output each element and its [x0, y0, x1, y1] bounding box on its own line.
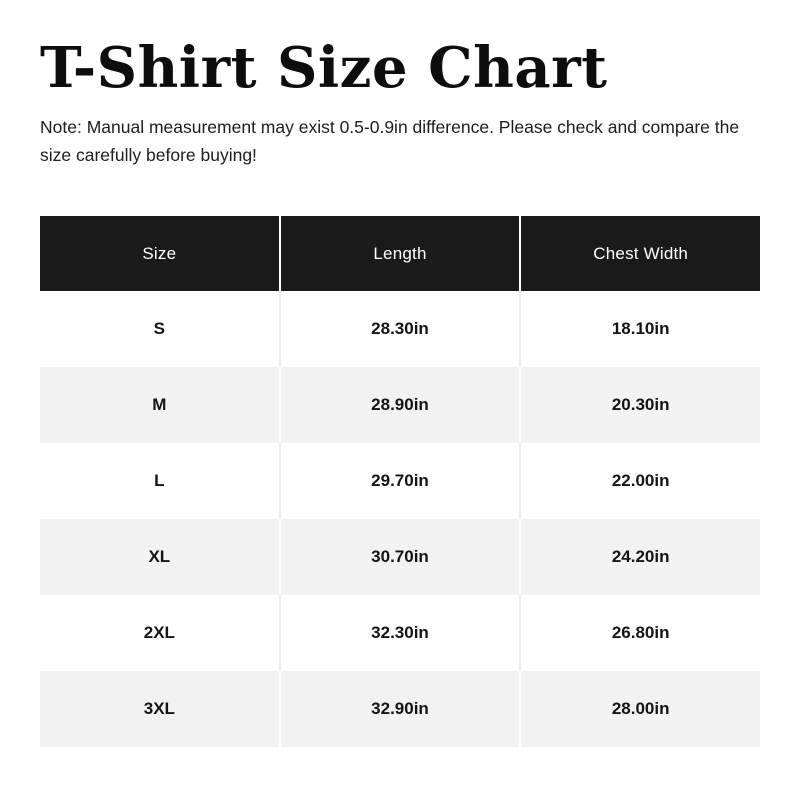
column-header-chest-width: Chest Width — [521, 216, 760, 291]
measurement-note: Note: Manual measurement may exist 0.5-0.9in difference. Please check and compare the size carefully before buying! — [40, 116, 740, 165]
length-cell: 30.70in — [281, 519, 520, 595]
size-table — [40, 216, 760, 747]
column-header-length: Length — [281, 216, 520, 291]
length-cell: 28.30in — [281, 291, 520, 367]
size-cell: 2XL — [40, 595, 279, 671]
size-cell: 3XL — [40, 671, 279, 747]
size-cell: L — [40, 443, 279, 519]
table-row — [40, 443, 760, 519]
length-cell: 28.90in — [281, 367, 520, 443]
table-row — [40, 671, 760, 747]
chest-width-cell: 22.00in — [521, 443, 760, 519]
chest-width-cell: 26.80in — [521, 595, 760, 671]
length-cell: 32.90in — [281, 671, 520, 747]
size-cell: S — [40, 291, 279, 367]
chest-width-cell: 18.10in — [521, 291, 760, 367]
chest-width-cell: 24.20in — [521, 519, 760, 595]
table-row — [40, 367, 760, 443]
table-row — [40, 595, 760, 671]
length-cell: 29.70in — [281, 443, 520, 519]
table-row — [40, 519, 760, 595]
table-header-row — [40, 216, 760, 291]
size-cell: M — [40, 367, 279, 443]
length-cell: 32.30in — [281, 595, 520, 671]
size-cell: XL — [40, 519, 279, 595]
chest-width-cell: 20.30in — [521, 367, 760, 443]
column-header-size: Size — [40, 216, 279, 291]
page-title: T-Shirt Size Chart — [40, 35, 608, 101]
chest-width-cell: 28.00in — [521, 671, 760, 747]
table-row — [40, 291, 760, 367]
